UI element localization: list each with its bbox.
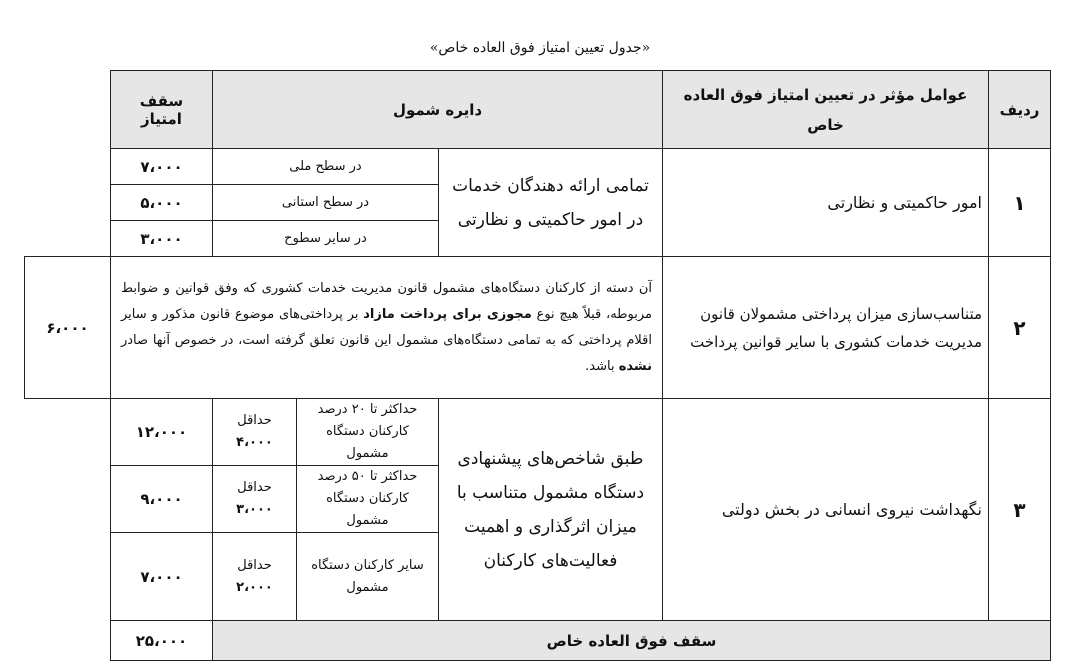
footer-total: ۲۵،۰۰۰ xyxy=(110,621,212,661)
row2-description xyxy=(110,257,662,399)
special-allowance-table xyxy=(24,70,1051,661)
row3-level-1: حداکثر تا ۲۰ درصد کارکنان دستگاه مشمول xyxy=(297,399,439,466)
row3-number: ۳ xyxy=(989,399,1051,621)
row3-min-3 xyxy=(212,533,296,621)
row2-desc-bold-2: نشده xyxy=(618,358,652,374)
row3-level-3: سایر کارکنان دستگاه مشمول xyxy=(297,533,439,621)
row2-desc-text-3: باشد. xyxy=(585,358,619,374)
header-row xyxy=(25,71,1051,149)
min-label: حداقل xyxy=(237,480,272,495)
row3-level-2: حداکثر تا ۵۰ درصد کارکنان دستگاه مشمول xyxy=(297,466,439,533)
table-row xyxy=(25,149,1051,185)
row1-cap-1: ۷،۰۰۰ xyxy=(110,149,212,185)
header-scope: دایره شمول xyxy=(212,71,662,149)
footer-row xyxy=(25,621,1051,661)
row1-factor: امور حاکمیتی و نظارتی xyxy=(663,149,989,257)
row1-number: ۱ xyxy=(989,149,1051,257)
row2-factor: متناسب‌سازی میزان پرداختی مشمولان قانون مدیریت خدمات کشوری با سایر قوانین پرداخت xyxy=(663,257,989,399)
row2-desc-text-2: بر پرداختی‌های موضوع قانون مذکور و سایر اقلام پرداختی که به تمامی دستگاه‌های مشمول این قانون تعلق گرفته است، در خصوص آنها صادر xyxy=(120,306,652,348)
row2-number: ۲ xyxy=(989,257,1051,399)
header-radif: ردیف xyxy=(989,71,1051,149)
row1-level-2: در سطح استانی xyxy=(212,185,438,221)
row3-min-1 xyxy=(212,399,296,466)
row3-cap-2: ۹،۰۰۰ xyxy=(110,466,212,533)
min-label: حداقل xyxy=(237,557,272,573)
row1-group: تمامی ارائه دهندگان خدمات در امور حاکمیتی و نظارتی xyxy=(439,149,663,257)
row2-cap: ۶،۰۰۰ xyxy=(25,257,111,399)
row3-cap-3: ۷،۰۰۰ xyxy=(110,533,212,621)
row1-cap-3: ۳،۰۰۰ xyxy=(110,221,212,257)
row3-min-2 xyxy=(212,466,296,533)
min-label: حداقل xyxy=(237,413,272,428)
header-cap: سقف امتیاز xyxy=(110,71,212,149)
row1-level-3: در سایر سطوح xyxy=(212,221,438,257)
min-value: ۲،۰۰۰ xyxy=(236,579,273,595)
min-value: ۴،۰۰۰ xyxy=(236,435,273,450)
row3-group: طبق شاخص‌های پیشنهادی دستگاه مشمول متناسب با میزان اثرگذاری و اهمیت فعالیت‌های کارکنان xyxy=(439,399,663,621)
footer-label: سقف فوق العاده خاص xyxy=(212,621,1050,661)
row2-desc-text-1: آن دسته از کارکنان دستگاه‌های مشمول قانون مدیریت خدمات کشوری که وفق قوانین و ضوابط مربوطه، قبلاً هیچ نوع xyxy=(120,280,652,322)
row1-level-1: در سطح ملی xyxy=(212,149,438,185)
table-caption: «جدول تعیین امتیاز فوق العاده خاص» xyxy=(429,40,651,56)
table-row xyxy=(25,257,1051,399)
min-value: ۳،۰۰۰ xyxy=(236,502,273,517)
header-factors: عوامل مؤثر در تعیین امتیاز فوق العاده خاص xyxy=(663,71,989,149)
row3-cap-1: ۱۲،۰۰۰ xyxy=(110,399,212,466)
row2-desc-bold-1: مجوزی برای پرداخت مازاد xyxy=(363,306,532,322)
table-row xyxy=(25,399,1051,466)
row1-cap-2: ۵،۰۰۰ xyxy=(110,185,212,221)
row3-factor: نگهداشت نیروی انسانی در بخش دولتی xyxy=(663,399,989,621)
